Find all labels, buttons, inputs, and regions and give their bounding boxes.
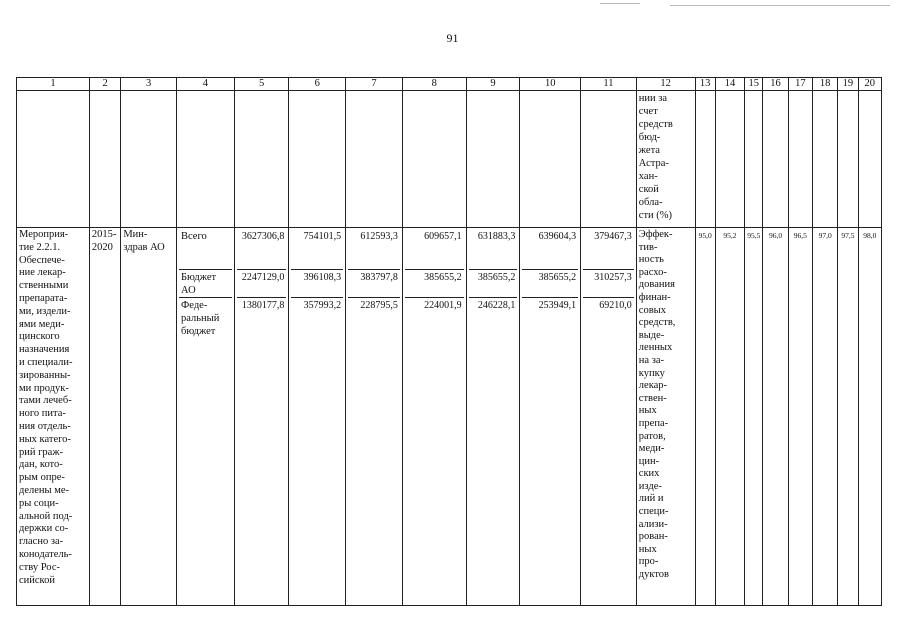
- amount-cell: 3627306,8: [237, 229, 287, 270]
- header-cell: 13: [695, 78, 715, 91]
- header-cell: 6: [289, 78, 346, 91]
- amount-column: [234, 228, 289, 606]
- amount-cell: 224001,9: [424, 300, 462, 311]
- amount-cell: 379467,3: [583, 229, 634, 270]
- header-cell: 12: [636, 78, 695, 91]
- scan-artifact: [600, 2, 900, 8]
- target-value: 96,0: [763, 228, 788, 606]
- amount-column: [466, 228, 520, 606]
- activity-row: [17, 228, 882, 606]
- indicator-name: Эффек- тив- ность расхо- дования финан- совых средств, выде- ленных на за- купку лекар- ствен- ных препа- ратов, меди- цин- ских изде- лий и специ- ализи- рован- ных про- дуктов: [636, 228, 695, 606]
- header-cell: 17: [788, 78, 812, 91]
- amount-cell: 2247129,0: [237, 270, 287, 298]
- funding-sources: [177, 228, 235, 606]
- header-cell: 1: [17, 78, 90, 91]
- amount-cell: 385655,2: [405, 270, 464, 298]
- header-cell: 4: [177, 78, 235, 91]
- header-cell: 15: [745, 78, 763, 91]
- amount-column: [346, 228, 403, 606]
- amount-cell: 612593,3: [348, 229, 400, 270]
- target-value: 95,2: [715, 228, 744, 606]
- amount-cell: 253949,1: [538, 300, 577, 311]
- amount-cell: 1380177,8: [241, 300, 285, 311]
- amount-column: [289, 228, 346, 606]
- amount-cell: 754101,5: [291, 229, 343, 270]
- header-cell: 11: [581, 78, 637, 91]
- header-cell: 3: [121, 78, 177, 91]
- header-cell: 9: [466, 78, 520, 91]
- continuation-indicator-text: нии за счет средств бюд- жета Астра- хан- ской обла- сти (%): [636, 91, 695, 228]
- target-value: 97,0: [812, 228, 837, 606]
- amount-cell: 246228,1: [477, 300, 516, 311]
- amount-cell: 383797,8: [348, 270, 400, 298]
- activity-name: Мероприя- тие 2.2.1. Обеспече- ние лекар- ственными препарата- ми, издели- ями меди- цинского назначения и специали- зированны- ми продук- тами лечеб- ного пита- ния отдель- ных катего- рий граж- дан, кото- рым опре- делены ме- ры соци- альной под- держки со- гласно за- конодатель- ству Рос- сийской: [17, 228, 90, 606]
- amount-cell: 357993,2: [303, 300, 342, 311]
- amount-cell: 396108,3: [291, 270, 343, 298]
- target-value: 97,5: [838, 228, 858, 606]
- amount-cell: 631883,3: [469, 229, 518, 270]
- header-cell: 20: [858, 78, 881, 91]
- amount-cell: 639604,3: [522, 229, 578, 270]
- activity-period: 2015- 2020: [89, 228, 120, 606]
- header-cell: 14: [715, 78, 744, 91]
- header-cell: 5: [234, 78, 289, 91]
- amount-cell: 228795,5: [360, 300, 398, 311]
- amount-column: [402, 228, 466, 606]
- amount-column: [581, 228, 637, 606]
- header-cell: 16: [763, 78, 788, 91]
- header-cell: 10: [520, 78, 581, 91]
- amount-cell: 385655,2: [469, 270, 518, 298]
- header-cell: 2: [89, 78, 120, 91]
- budget-table: [16, 77, 882, 606]
- header-cell: 19: [838, 78, 858, 91]
- continuation-row: [17, 91, 882, 228]
- header-row: [17, 78, 882, 91]
- amount-cell: 69210,0: [599, 300, 632, 311]
- amount-column: [520, 228, 581, 606]
- amount-cell: 385655,2: [522, 270, 578, 298]
- activity-executor: Мин- здрав АО: [121, 228, 177, 606]
- target-value: 96,5: [788, 228, 812, 606]
- target-value: 95,5: [745, 228, 763, 606]
- target-value: 95,0: [695, 228, 715, 606]
- target-value: 98,0: [858, 228, 881, 606]
- source-label: Бюджет АО: [179, 270, 232, 298]
- source-label: Феде- ральный бюджет: [181, 300, 220, 337]
- header-cell: 18: [812, 78, 837, 91]
- amount-cell: 310257,3: [583, 270, 634, 298]
- amount-cell: 609657,1: [405, 229, 464, 270]
- header-cell: 7: [346, 78, 403, 91]
- header-cell: 8: [402, 78, 466, 91]
- source-label: Всего: [179, 229, 232, 270]
- page-number: 91: [446, 31, 459, 45]
